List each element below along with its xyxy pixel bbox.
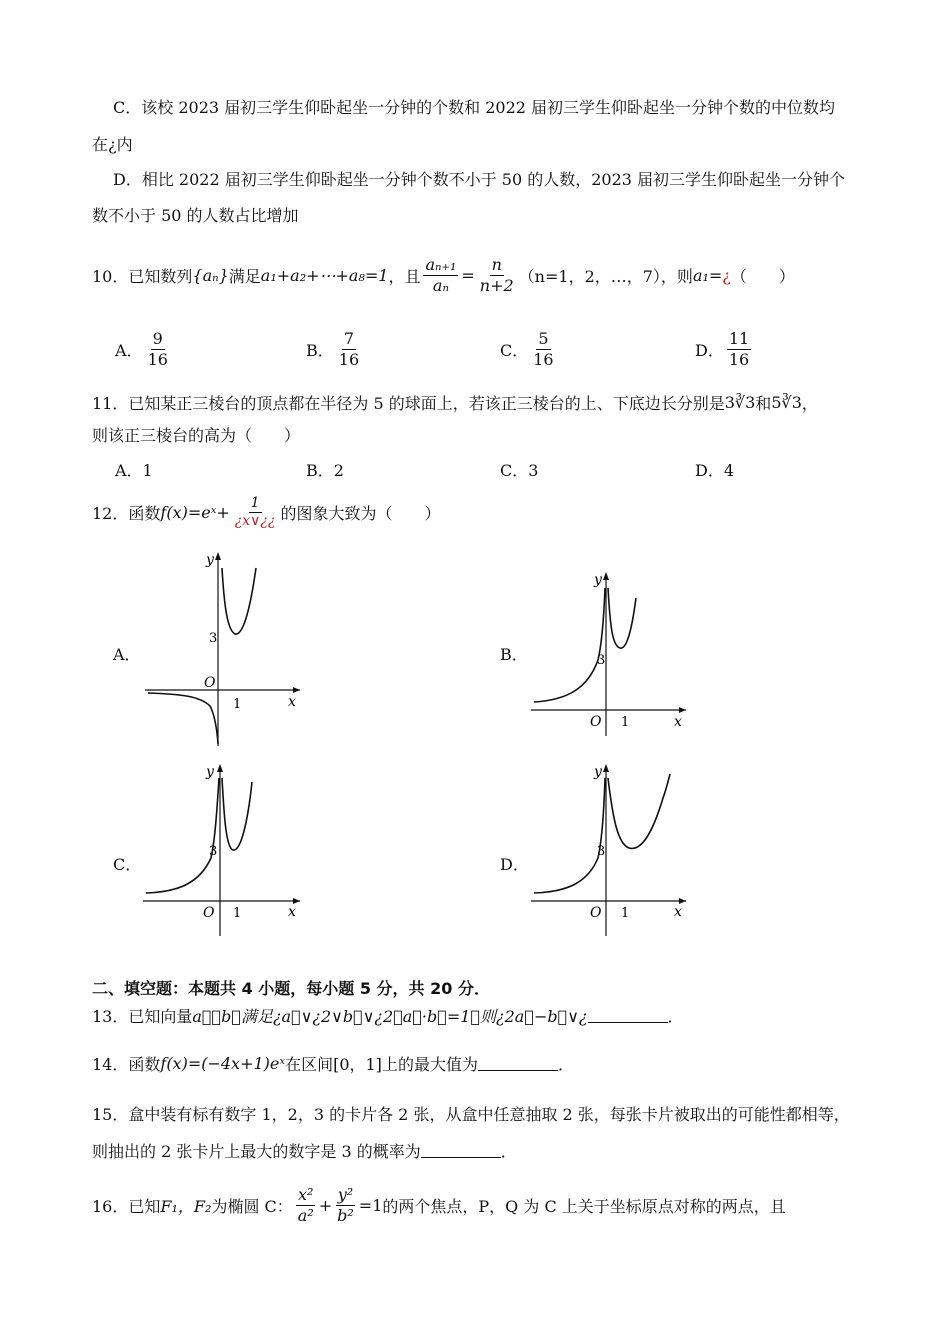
graph-c-tick-1: 1 (233, 906, 242, 921)
graph-b-tick-3: 3 (597, 653, 606, 668)
q10-number: 10． (92, 266, 129, 286)
q10-option-d-fraction (727, 330, 751, 368)
q13-expression: a⃗，b⃗满足¿a⃗∨¿2∨b⃗∨¿2，a⃗·b⃗=1，则¿2a⃗−b⃗∨¿ (192, 1007, 588, 1026)
q11-option-b: B．2 (306, 461, 344, 480)
q10-option-d-num: 11 (728, 329, 750, 348)
q10-option-a-fraction (146, 330, 170, 368)
q10-paren: （ ） (730, 266, 795, 286)
q10-option-b-num: 7 (343, 329, 355, 348)
q12-fraction-num: 1 (249, 496, 262, 513)
q15-line1: 盒中装有标有数字 1，2，3 的卡片各 2 张，从盒中任意抽取 2 张，每张卡片被取出的可能性都相等， (128, 1105, 850, 1124)
graph-a-left-branch (148, 693, 218, 744)
q16-text-c: 的两个焦点，P，Q 为 C 上关于坐标原点对称的两点，且 (382, 1196, 786, 1216)
q16-x-den: a² (297, 1205, 314, 1225)
q12-graph-d (528, 760, 698, 940)
q12-text-a: 函数 (128, 504, 161, 524)
q9-option-d-line1: D．相比 2022 届初三学生仰卧起坐一分钟个数不小于 50 的人数，2023 届初三学生仰卧起坐一分钟个 (113, 170, 846, 189)
q10-condition: （n=1，2，…，7），则 (518, 266, 693, 286)
graph-c-left-branch (146, 778, 219, 893)
graph-c-right-branch (222, 778, 252, 850)
graph-c-y-label: y (206, 764, 214, 780)
q10-option-d-den: 16 (728, 349, 750, 369)
graph-b-x-label: x (674, 714, 682, 730)
q12-text-b: 的图象大致为（ ） (280, 504, 441, 524)
q10-ratio-numerator: aₙ₊₁ (425, 255, 457, 274)
graph-b-y-arrow (603, 572, 609, 580)
q12-function: f(x)=eˣ+ (160, 503, 230, 523)
q12-stem (92, 496, 440, 530)
graph-a-y-label: y (206, 552, 214, 568)
q14-number: 14． (92, 1055, 129, 1074)
graph-a-origin-label: O (204, 675, 216, 691)
graph-a-x-arrow (293, 687, 300, 693)
q10-option-b-den: 16 (338, 349, 360, 369)
q11-option-d: D．4 (695, 461, 735, 480)
q16-x-fraction (296, 1186, 316, 1224)
q16-text-b: 为椭圆 C： (211, 1196, 293, 1216)
q15-end: ． (500, 1142, 517, 1161)
q15-stem-line1 (92, 1102, 850, 1125)
q14-stem (92, 1052, 574, 1075)
q14-end: ． (557, 1055, 574, 1074)
graph-d-origin-label: O (590, 905, 602, 921)
q16-stem (92, 1186, 786, 1224)
q12-number: 12． (92, 504, 129, 524)
q10-rhs-numerator: n (491, 255, 502, 274)
q10-option-a-label: A． (115, 340, 143, 360)
graph-a-tick-1: 1 (233, 697, 242, 712)
q10-rhs-denominator: n+2 (479, 275, 514, 295)
q14-tail: 上的最大值为 (381, 1055, 478, 1074)
q15-answer-blank[interactable] (421, 1143, 501, 1158)
graph-c-origin-label: O (203, 905, 215, 921)
q11-number: 11． (92, 394, 129, 413)
graph-c-tick-3: 3 (209, 844, 218, 859)
graph-b-y-label: y (594, 572, 602, 588)
q14-expression: f(x)=(−4x+1)eˣ (160, 1054, 286, 1073)
q10-target: a₁= (692, 265, 723, 285)
q14-text: 函数 (128, 1055, 161, 1074)
q11-stem-line1 (92, 391, 818, 414)
q10-option-a-num: 9 (152, 329, 163, 348)
q16-text-a: 已知 (128, 1196, 161, 1216)
graph-d-left-branch (534, 778, 605, 893)
graph-a-y-arrow (215, 552, 221, 560)
q10-option-d-label: D． (695, 340, 724, 360)
q10-sequence: {aₙ} (192, 265, 229, 285)
q11-comma: ， (801, 394, 818, 413)
q10-option-b-fraction (337, 330, 361, 368)
q11-edge-lower: 5∛3 (771, 393, 802, 412)
q10-option-c-num: 5 (538, 329, 549, 348)
q16-y-num: y² (337, 1185, 354, 1204)
graph-d-y-label: y (594, 764, 602, 780)
q13-answer-blank[interactable] (588, 1008, 668, 1023)
q12-graph-b (528, 568, 698, 738)
q13-number: 13． (92, 1007, 129, 1026)
q12-fraction (233, 496, 278, 530)
q10-stem (92, 256, 795, 294)
q11-and: 和 (755, 394, 772, 413)
q12-graph-c-label: C． (113, 855, 142, 874)
graph-b-x-arrow (679, 707, 686, 713)
graph-a-x-label: x (288, 694, 296, 710)
graph-b-right-branch (608, 588, 636, 648)
q16-number: 16． (92, 1196, 129, 1216)
q11-stem-line2: 则该正三棱台的高为（ ） (92, 426, 301, 445)
q15-line2: 则抽出的 2 张卡片上最大的数字是 3 的概率为 (92, 1142, 421, 1161)
q15-stem-line2 (92, 1139, 517, 1162)
q14-mid: 在区间 (285, 1055, 334, 1074)
q11-option-c: C．3 (500, 461, 539, 480)
q10-text-c: ，且 (388, 266, 421, 286)
q13-end: ． (667, 1007, 684, 1026)
q12-graph-d-label: D． (500, 855, 529, 874)
q16-y-den: b² (337, 1205, 354, 1225)
q16-equals-one: =1 (358, 1195, 383, 1215)
q10-rhs-fraction (478, 256, 516, 294)
q16-foci: F₁，F₂ (160, 1196, 212, 1216)
q10-text-b: 满足 (228, 266, 261, 286)
graph-a-right-branch (222, 568, 256, 634)
q10-equals: = (461, 265, 475, 285)
q13-text: 已知向量 (128, 1007, 193, 1026)
graph-d-tick-3: 3 (597, 844, 606, 859)
q10-option-c-fraction (531, 330, 555, 368)
graph-d-tick-1: 1 (621, 906, 630, 921)
q10-option-b (306, 330, 364, 368)
q16-x-num: x² (298, 1185, 314, 1204)
graph-b-origin-label: O (590, 714, 602, 730)
q14-answer-blank[interactable] (478, 1056, 558, 1071)
q11-text: 已知某正三棱台的顶点都在半径为 5 的球面上，若该正三棱台的上、下底边长分别是 (128, 394, 725, 413)
q12-graph-b-label: B． (500, 645, 528, 664)
q10-option-b-label: B． (306, 340, 334, 360)
q9-option-d-line2: 数不小于 50 的人数占比增加 (92, 206, 299, 225)
q14-interval: [0，1] (333, 1055, 382, 1074)
q10-text-a: 已知数列 (128, 266, 193, 286)
q12-graph-a-label: A． (113, 645, 141, 664)
q10-option-a (115, 330, 173, 368)
q16-plus: + (318, 1195, 333, 1215)
q10-option-d (695, 330, 754, 368)
q12-fraction-den: ¿x∨¿¿ (234, 513, 276, 530)
graph-d-right-branch (608, 774, 670, 848)
q15-number: 15． (92, 1105, 129, 1124)
q11-option-a: A．1 (115, 461, 153, 480)
section-2-title: 二、填空题：本题共 4 小题，每小题 5 分，共 20 分． (92, 979, 490, 998)
q13-stem (92, 1004, 684, 1027)
graph-c-y-arrow (217, 764, 223, 772)
q10-sum-expression: a₁+a₂+⋯+a₈=1 (260, 265, 389, 285)
q9-option-c-line1: C．该校 2023 届初三学生仰卧起坐一分钟的个数和 2022 届初三学生仰卧起坐一分钟个数的中位数均 (113, 98, 836, 117)
q12-graph-c (140, 760, 310, 940)
graph-b-left-branch (534, 588, 605, 702)
graph-c-x-label: x (288, 904, 296, 920)
q10-option-c (500, 330, 559, 368)
q12-graph-a (140, 548, 310, 748)
q16-y-fraction (335, 1186, 356, 1224)
graph-d-y-arrow (603, 764, 609, 772)
q10-option-c-label: C． (500, 340, 529, 360)
q10-option-c-den: 16 (533, 349, 554, 369)
q10-option-a-den: 16 (147, 349, 168, 369)
q10-ratio-denominator: aₙ (432, 275, 449, 295)
graph-d-x-label: x (674, 904, 682, 920)
q9-option-c-line2 (92, 137, 133, 153)
q11-edge-upper: 3∛3 (724, 393, 756, 412)
q10-garbled-char: ¿ (722, 265, 731, 285)
graph-b-tick-1: 1 (621, 715, 630, 730)
q10-ratio-fraction (423, 256, 458, 294)
graph-a-tick-3: 3 (209, 631, 218, 646)
q9-option-c-line2-text: 在¿内 (92, 135, 133, 154)
